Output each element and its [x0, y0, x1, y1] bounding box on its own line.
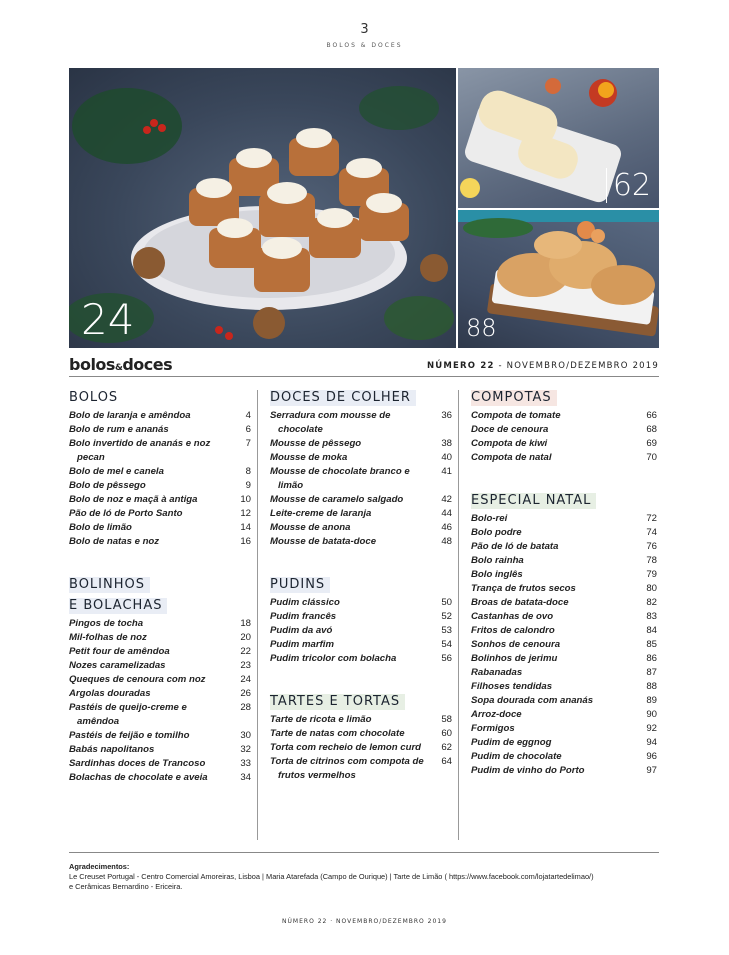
toc-entry-title: Bolo inglês	[471, 569, 523, 580]
toc-entry	[471, 680, 657, 694]
toc-entry-title: Bolinhos de jerimu	[471, 653, 558, 664]
section-heading-line: E BOLACHAS	[69, 598, 167, 614]
toc-entry-title: Torta com recheio de lemon curd	[270, 742, 422, 753]
section-heading	[69, 575, 251, 617]
toc-entry	[471, 596, 657, 610]
toc-section	[471, 491, 657, 778]
toc-entry-title: Pudim de eggnog	[471, 737, 552, 748]
toc-entry-title: Bolo de rum e ananás	[69, 424, 169, 435]
toc-section	[69, 388, 251, 549]
toc-entry	[471, 540, 657, 554]
toc-entry-page: 28	[240, 702, 251, 713]
toc-entry	[471, 451, 657, 465]
toc-entry-title: Bolo de mel e canela	[69, 466, 164, 477]
toc-entry-page: 89	[646, 695, 657, 706]
section-heading	[471, 491, 657, 512]
masthead	[69, 352, 659, 377]
toc-entry-page: 48	[441, 536, 452, 547]
toc-entry	[270, 652, 452, 666]
photo-page-label-62: 62	[606, 168, 651, 203]
toc-entry	[69, 617, 251, 631]
section-heading	[270, 692, 452, 713]
toc-entry-page: 80	[646, 583, 657, 594]
toc-entry	[270, 507, 452, 521]
toc-entry-page: 22	[240, 646, 251, 657]
toc-section	[270, 575, 452, 666]
toc-entry	[270, 610, 452, 624]
toc-entry-title: Leite-creme de laranja	[270, 508, 372, 519]
toc-entry	[471, 722, 657, 736]
toc-entry	[270, 624, 452, 638]
photo-carrot-muffins	[69, 68, 456, 348]
toc-entry-title: Bolo de pêssego	[69, 480, 146, 491]
toc-entry	[69, 701, 251, 729]
toc-entry	[270, 596, 452, 610]
toc-entry-title: Nozes caramelizadas	[69, 660, 166, 671]
acknowledgements-line: Le Creuset Portugal - Centro Comercial Amoreiras, Lisboa | Maria Atarefada (Campo de Ourique) | Tarte de Limão ( https://www.facebook.com/lojatartedelimao/)	[69, 872, 594, 881]
toc-entry-page: 94	[646, 737, 657, 748]
section-heading-line: BOLINHOS	[69, 577, 150, 593]
toc-entry	[270, 755, 452, 783]
toc-entry-page: 82	[646, 597, 657, 608]
toc-entry-title: Babás napolitanos	[69, 744, 155, 755]
photo-collage	[69, 68, 659, 348]
toc-entry	[69, 687, 251, 701]
toc-entry	[471, 554, 657, 568]
toc-entry-title: Pastéis de queijo-creme e amêndoa	[69, 702, 187, 727]
section-heading-line: COMPOTAS	[471, 390, 557, 406]
page-footer: NÚMERO 22 · NOVEMBRO/DEZEMBRO 2019	[282, 918, 447, 925]
toc-entry-page: 46	[441, 522, 452, 533]
section-heading-line: ESPECIAL NATAL	[471, 493, 596, 509]
toc-column-1	[69, 388, 251, 811]
toc-entry-title: Tarte de ricota e limão	[270, 714, 372, 725]
toc-entry-page: 87	[646, 667, 657, 678]
toc-entry-page: 14	[240, 522, 251, 533]
toc-entry-page: 62	[441, 742, 452, 753]
toc-entry-page: 9	[245, 480, 251, 491]
acknowledgements-line: e Cerâmicas Bernardino - Ericeira.	[69, 882, 183, 891]
toc-entry	[69, 631, 251, 645]
toc-entry-page: 83	[646, 611, 657, 622]
toc-entry-title: Fritos de calondro	[471, 625, 555, 636]
toc-entry-page: 6	[245, 424, 251, 435]
toc-entry-page: 12	[240, 508, 251, 519]
toc-entry-page: 69	[646, 438, 657, 449]
toc-entry-title: Doce de cenoura	[471, 424, 549, 435]
toc-entry-title: Mousse de moka	[270, 452, 348, 463]
toc-entry	[471, 736, 657, 750]
toc-entry-title: Filhoses tendidas	[471, 681, 553, 692]
running-head: BOLOS & DOCES	[326, 42, 403, 49]
toc-entry-page: 34	[240, 772, 251, 783]
toc-entry-page: 30	[240, 730, 251, 741]
toc-entry-title: Mousse de pêssego	[270, 438, 362, 449]
toc-entry-title: Broas de batata-doce	[471, 597, 569, 608]
toc-entry-title: Arroz-doce	[471, 709, 522, 720]
toc-entry	[69, 465, 251, 479]
toc-entry-page: 44	[441, 508, 452, 519]
toc-entry	[69, 535, 251, 549]
toc-entry-title: Pastéis de feijão e tomilho	[69, 730, 190, 741]
toc-entry-title: Mousse de anona	[270, 522, 351, 533]
toc-entry	[471, 638, 657, 652]
toc-column-3	[471, 388, 657, 804]
toc-entry-title: Bolo invertido de ananás e noz pecan	[69, 438, 211, 463]
toc-entry-title: Mousse de caramelo salgado	[270, 494, 404, 505]
toc-entry-page: 58	[441, 714, 452, 725]
toc-entry-page: 86	[646, 653, 657, 664]
toc-entry	[69, 757, 251, 771]
toc-entry-title: Castanhas de ovo	[471, 611, 554, 622]
toc-entry-title: Bolachas de chocolate e aveia	[69, 772, 208, 783]
toc-entry	[69, 659, 251, 673]
toc-entry-page: 38	[441, 438, 452, 449]
toc-entry-title: Pudim marfim	[270, 639, 334, 650]
toc-entry	[69, 743, 251, 757]
toc-entry	[471, 582, 657, 596]
toc-entry-title: Mousse de chocolate branco e limão	[270, 466, 410, 491]
toc-entry-page: 53	[441, 625, 452, 636]
brand-logo: bolos&doces	[69, 355, 173, 374]
photo-page-label-88: 88	[466, 314, 497, 342]
toc-entry-title: Pudim de vinho do Porto	[471, 765, 585, 776]
section-heading-line: PUDINS	[270, 577, 330, 593]
toc-entry-page: 84	[646, 625, 657, 636]
column-divider	[257, 390, 258, 840]
toc-entry-page: 42	[441, 494, 452, 505]
toc-entry-page: 97	[646, 765, 657, 776]
toc-entry-page: 78	[646, 555, 657, 566]
toc-entry-title: Bolo rainha	[471, 555, 524, 566]
toc-entry-title: Petit four de amêndoa	[69, 646, 170, 657]
toc-entry	[471, 652, 657, 666]
toc-entry-page: 96	[646, 751, 657, 762]
toc-entry-page: 26	[240, 688, 251, 699]
toc-entry-page: 41	[441, 466, 452, 477]
toc-entry-page: 32	[240, 744, 251, 755]
toc-entry	[270, 409, 452, 437]
section-heading	[270, 388, 452, 409]
toc-entry	[471, 423, 657, 437]
toc-entry-title: Bolo podre	[471, 527, 522, 538]
toc-entry	[471, 512, 657, 526]
toc-entry	[69, 771, 251, 785]
acknowledgements	[69, 852, 659, 892]
toc-entry-page: 36	[441, 410, 452, 421]
section-heading-line: DOCES DE COLHER	[270, 390, 416, 406]
toc-entry-title: Torta de citrinos com compota de frutos vermelhos	[270, 756, 424, 781]
toc-entry	[69, 645, 251, 659]
toc-entry-title: Argolas douradas	[69, 688, 151, 699]
toc-entry-page: 92	[646, 723, 657, 734]
toc-entry	[471, 666, 657, 680]
toc-entry-page: 50	[441, 597, 452, 608]
toc-entry-page: 18	[240, 618, 251, 629]
toc-entry	[471, 708, 657, 722]
toc-entry-title: Sopa dourada com ananás	[471, 695, 594, 706]
toc-entry	[471, 409, 657, 423]
toc-entry	[69, 673, 251, 687]
photo-filhoses	[458, 210, 659, 348]
toc-entry	[471, 764, 657, 778]
toc-entry-title: Pingos de tocha	[69, 618, 144, 629]
toc-entry-page: 10	[240, 494, 251, 505]
toc-entry-title: Bolo de natas e noz	[69, 536, 160, 547]
toc-entry-title: Pão de ló de Porto Santo	[69, 508, 183, 519]
toc-entry	[270, 521, 452, 535]
section-heading	[471, 388, 657, 409]
toc-column-2	[270, 388, 452, 809]
toc-entry-page: 56	[441, 653, 452, 664]
toc-entry-page: 16	[240, 536, 251, 547]
toc-entry-title: Tarte de natas com chocolate	[270, 728, 405, 739]
toc-entry	[270, 638, 452, 652]
toc-entry	[69, 507, 251, 521]
toc-entry	[270, 465, 452, 493]
toc-entry-title: Sardinhas doces de Trancoso	[69, 758, 206, 769]
toc-entry-title: Mousse de batata-doce	[270, 536, 377, 547]
toc-entry-title: Mil-folhas de noz	[69, 632, 147, 643]
toc-entry-page: 52	[441, 611, 452, 622]
toc-entry-page: 88	[646, 681, 657, 692]
toc-entry-title: Sonhos de cenoura	[471, 639, 561, 650]
toc-entry	[471, 568, 657, 582]
toc-entry-page: 74	[646, 527, 657, 538]
toc-entry	[471, 610, 657, 624]
toc-entry	[471, 624, 657, 638]
toc-entry	[471, 437, 657, 451]
toc-entry-title: Formigos	[471, 723, 515, 734]
toc-entry-page: 20	[240, 632, 251, 643]
toc-entry-title: Pudim francês	[270, 611, 337, 622]
toc-entry	[69, 729, 251, 743]
toc-entry-page: 70	[646, 452, 657, 463]
toc-entry-page: 54	[441, 639, 452, 650]
toc-entry-title: Pudim de chocolate	[471, 751, 562, 762]
toc-entry-title: Compota de kiwi	[471, 438, 548, 449]
toc-entry-page: 4	[245, 410, 251, 421]
photo-page-label-24: 24	[81, 295, 135, 344]
toc-entry-title: Trança de frutos secos	[471, 583, 576, 594]
page-number: 3	[360, 22, 369, 37]
toc-section	[270, 692, 452, 783]
toc-entry-page: 7	[245, 438, 251, 449]
toc-entry	[69, 423, 251, 437]
issue-info: NÚMERO 22 - NOVEMBRO/DEZEMBRO 2019	[426, 361, 659, 371]
toc-entry	[270, 741, 452, 755]
toc-entry	[69, 437, 251, 465]
toc-entry-page: 64	[441, 756, 452, 767]
toc-entry-title: Bolo de laranja e amêndoa	[69, 410, 191, 421]
toc-entry-title: Bolo-rei	[471, 513, 508, 524]
toc-entry-page: 23	[240, 660, 251, 671]
toc-entry-page: 8	[245, 466, 251, 477]
toc-entry-page: 33	[240, 758, 251, 769]
toc-entry-title: Pudim da avó	[270, 625, 333, 636]
toc-entry	[270, 493, 452, 507]
toc-entry	[270, 727, 452, 741]
toc-entry-page: 68	[646, 424, 657, 435]
toc-entry	[471, 526, 657, 540]
toc-entry	[471, 750, 657, 764]
toc-entry-title: Compota de tomate	[471, 410, 561, 421]
toc-entry	[270, 535, 452, 549]
toc-entry-title: Pudim clássico	[270, 597, 340, 608]
toc-entry-title: Pudim tricolor com bolacha	[270, 653, 397, 664]
toc-section	[270, 388, 452, 549]
toc-section	[69, 575, 251, 785]
toc-entry-title: Serradura com mousse de chocolate	[270, 410, 391, 435]
toc-entry-page: 66	[646, 410, 657, 421]
section-heading	[270, 575, 452, 596]
toc-entry-page: 76	[646, 541, 657, 552]
photo-lemon-roll	[458, 68, 659, 208]
toc-entry-title: Queques de cenoura com noz	[69, 674, 206, 685]
toc-entry-title: Rabanadas	[471, 667, 523, 678]
toc-entry-title: Bolo de limão	[69, 522, 132, 533]
toc-entry-title: Bolo de noz e maçã à antiga	[69, 494, 198, 505]
toc-entry	[270, 437, 452, 451]
toc-entry-page: 79	[646, 569, 657, 580]
toc-entry	[270, 713, 452, 727]
toc-entry-title: Compota de natal	[471, 452, 552, 463]
toc-entry	[471, 694, 657, 708]
section-heading-line: BOLOS	[69, 390, 119, 405]
toc-entry	[69, 409, 251, 423]
section-heading-line: TARTES E TORTAS	[270, 694, 405, 710]
toc-section	[471, 388, 657, 465]
toc-entry	[270, 451, 452, 465]
toc-entry-page: 40	[441, 452, 452, 463]
toc-entry	[69, 493, 251, 507]
toc-entry	[69, 479, 251, 493]
toc-entry-page: 72	[646, 513, 657, 524]
toc-entry-page: 24	[240, 674, 251, 685]
toc-entry-page: 85	[646, 639, 657, 650]
acknowledgements-title: Agradecimentos:	[69, 862, 130, 871]
toc-entry-title: Pão de ló de batata	[471, 541, 559, 552]
toc-entry-page: 90	[646, 709, 657, 720]
toc-entry-page: 60	[441, 728, 452, 739]
section-heading	[69, 388, 251, 409]
toc-entry	[69, 521, 251, 535]
column-divider	[458, 390, 459, 840]
